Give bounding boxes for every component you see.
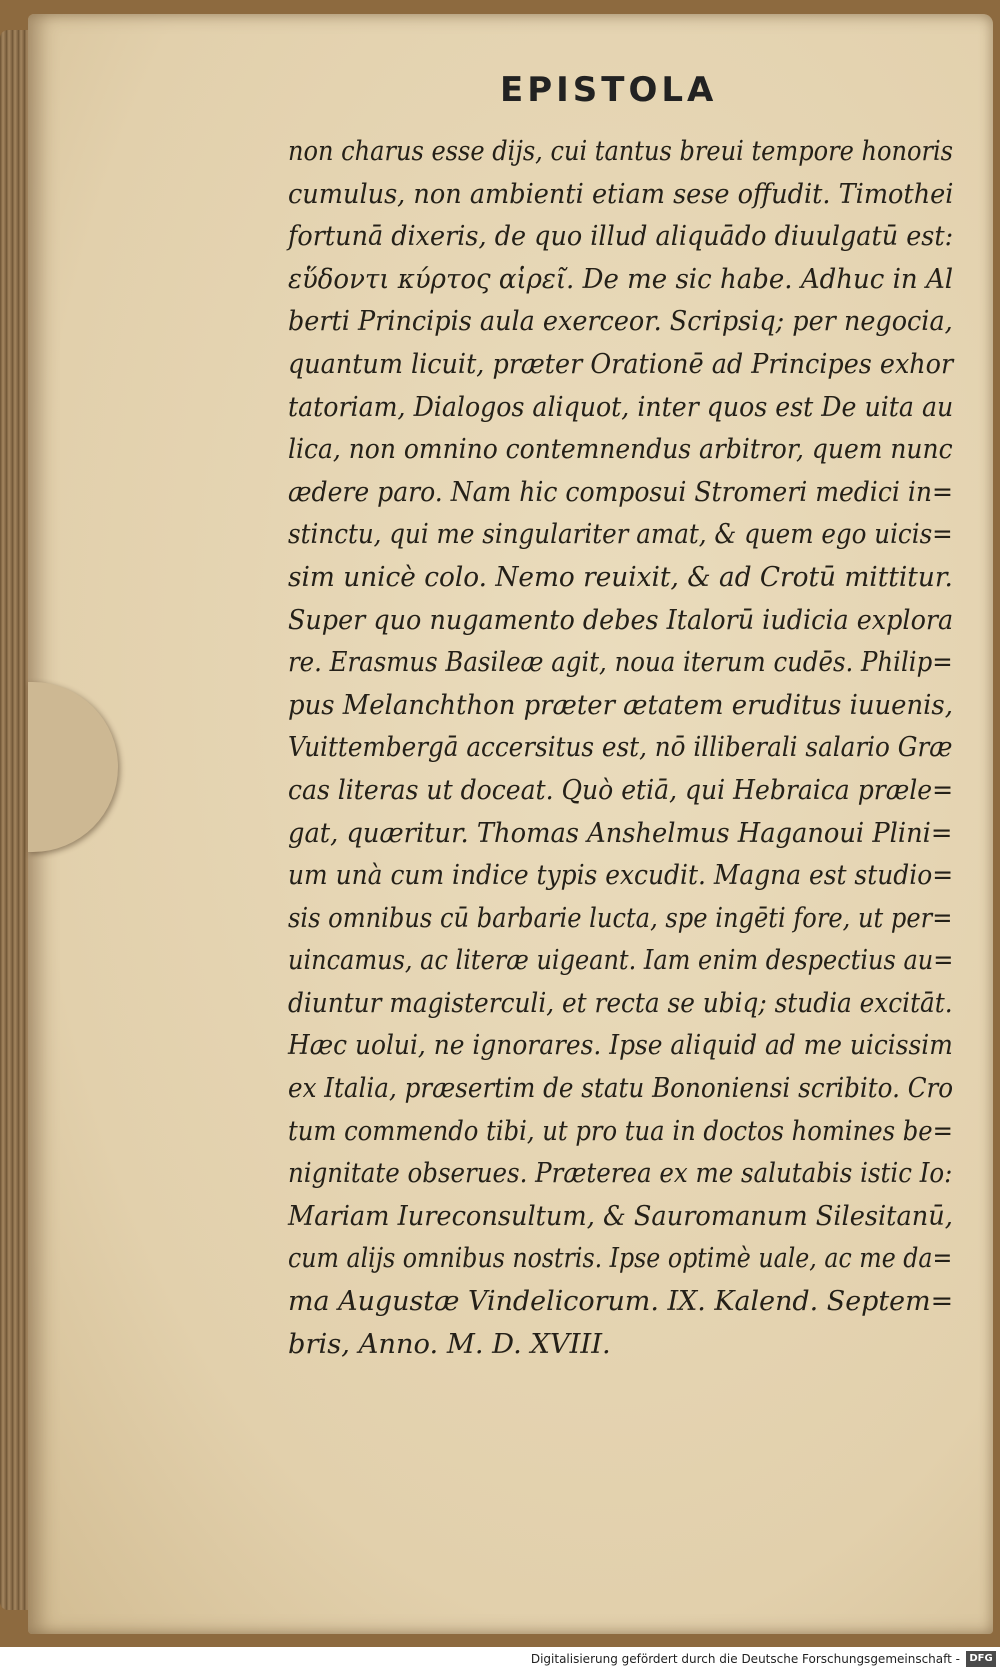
text-line: Super quo nugamento debes Italorū iudicia explora [288,603,954,636]
letter-text-block [288,130,958,1365]
text-line: diuntur magisterculi, et recta se ubiq; studia excitāt. [288,986,953,1019]
text-line: εὕδοντι κύρτος αἱρεῖ. De me sic habe. Adhuc in Al [288,262,954,295]
dfg-logo: DFG [966,1651,996,1667]
text-line: tatoriam, Dialogos aliquot, inter quos est De uita au [288,390,954,423]
text-line: stinctu, qui me singulariter amat, & quem ego uicis= [288,518,953,551]
text-line: Hæc uolui, ne ignorares. Ipse aliquid ad me uicissim [288,1029,953,1062]
text-line: Vuittembergā accersitus est, nō illiberali salario Græ [288,731,953,764]
text-line: fortunā dixeris, de quo illud aliquādo diuulgatū est: [288,220,954,253]
text-line: pus Melanchthon præter ætatem eruditus iuuenis, [288,688,953,721]
text-line: quantum licuit, præter Orationē ad Principes exhor [288,347,954,380]
text-line: sim unicè colo. Nemo reuixit, & ad Crotū mittitur. [288,560,953,593]
text-line: berti Principis aula exerceor. Scripsiq; per negocia, [288,305,953,338]
text-line: tum commendo tibi, ut pro tua in doctos homines be= [288,1114,953,1147]
footer-bar [0,1647,1000,1673]
text-line: ex Italia, præsertim de statu Bononiensi scribito. Cro [288,1072,954,1105]
text-line: nignitate obserues. Præterea ex me salutabis istic Io: [288,1157,953,1190]
running-header [500,70,800,110]
text-line: ædere paro. Nam hic composui Stromeri medici in= [288,475,953,508]
bookmark-tab [28,682,118,852]
text-line: cumulus, non ambienti etiam sese offudit. Timothei [288,177,954,210]
text-line: re. Erasmus Basileæ agit, noua iterum cudēs. Philip= [288,646,953,679]
header-text: EPISTOLA [500,70,718,110]
text-line: lica, non omnino contemnendus arbitror, quem nunc [288,433,953,466]
text-line: uincamus, ac literæ uigeant. Iam enim despectius au= [288,944,954,977]
text-line: cum alijs omnibus nostris. Ipse optimè uale, ac me da= [288,1242,953,1275]
text-line: sis omnibus cū barbarie lucta, spe ingēti fore, ut per= [288,901,953,934]
funding-credit: Digitalisierung gefördert durch die Deutsche Forschungsgemeinschaft - [530,1652,960,1666]
text-line: gat, quæritur. Thomas Anshelmus Haganoui Plini= [288,816,953,849]
text-line: Mariam Iureconsultum, & Sauromanum Silesitanū, [288,1199,953,1232]
text-line: non charus esse dijs, cui tantus breui tempore honoris [288,135,953,167]
text-line: ma Augustæ Vindelicorum. IX. Kalend. Septem= [288,1285,954,1318]
text-line: bris, Anno. M. D. XVIII. [288,1327,611,1360]
text-line: cas literas ut doceat. Quò etiā, qui Hebraica præle= [288,773,954,806]
text-line: um unà cum indice typis excudit. Magna est studio= [288,859,954,892]
